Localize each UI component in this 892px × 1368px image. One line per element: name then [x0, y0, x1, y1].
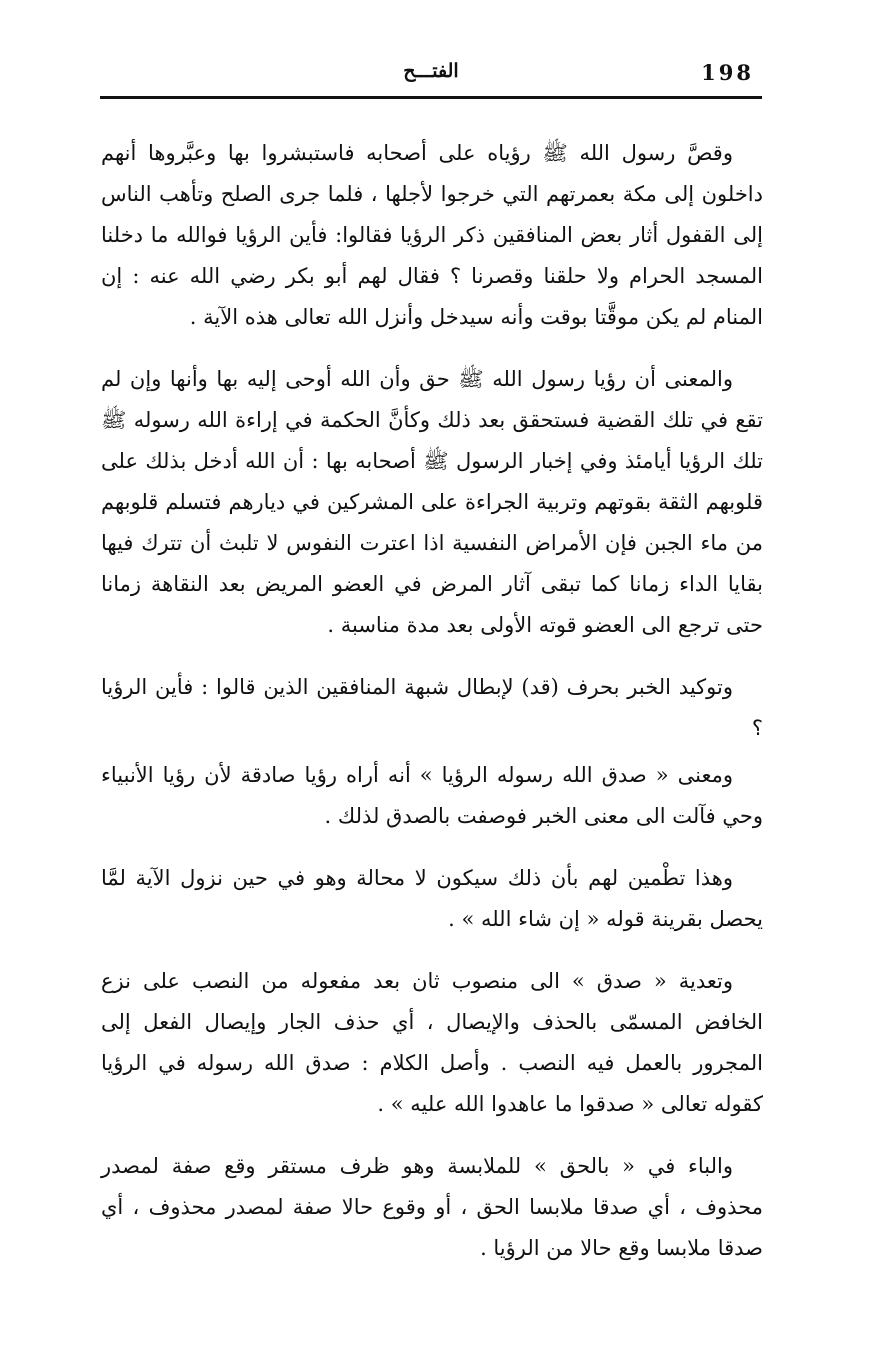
paragraph-2: والمعنى أن رؤيا رسول الله ﷺ حق وأن الله أوحى إليه بها وأنها وإن لم تقع في تلك القضية فستحقق بعد ذلك وكأنَّ الحكمة في إراءة الله رسوله ﷺ تلك الرؤيا أيامئذ وفي إخبار الرسول ﷺ أصحابه بها : أن الله أدخل بذلك على قلوبهم الثقة بقوتهم وتربية الجراءة على المشركين في ديارهم فتسلم قلوبهم من ماء الجبن فإن الأمراض النفسية اذا اعترت النفوس لا تلبث أن تترك فيها بقايا الداء زمانا كما تبقى آثار المرض في العضو المريض بعد النقاهة زمانا حتى ترجع الى العضو قوته الأولى بعد مدة مناسبة .	[101, 367, 763, 637]
paragraph-7: والباء في « بالحق » للملابسة وهو ظرف مستقر وقع صفة لمصدر محذوف ، أي صدقا ملابسا الحق ، أو وقوع حالا صفة لمصدر محذوف ، أي صدقا ملابسا وقع حالا من الرؤيا .	[101, 1154, 763, 1260]
running-title: الفتـــح	[403, 60, 459, 82]
paragraph-5: وهذا تطْمين لهم بأن ذلك سيكون لا محالة وهو في حين نزول الآية لمَّا يحصل بقرينة قوله « إن شاء الله » .	[101, 866, 763, 931]
page-number: 198	[701, 60, 754, 85]
body-text	[101, 133, 763, 1269]
paragraph-1: وقصَّ رسول الله ﷺ رؤياه على أصحابه فاستبشروا بها وعبَّروها أنهم داخلون إلى مكة بعمرتهم التي خرجوا لأجلها ، فلما جرى الصلح وتأهب الناس إلى القفول أثار بعض المنافقين ذكر الرؤيا فقالوا: فأين الرؤيا فوالله ما دخلنا المسجد الحرام ولا حلقنا وقصرنا ؟ فقال لهم أبو بكر رضي الله عنه : إن المنام لم يكن موقَّتا بوقت وأنه سيدخل وأنزل الله تعالى هذه الآية .	[101, 141, 763, 329]
header-rule	[100, 96, 762, 99]
paragraph-4: ومعنى « صدق الله رسوله الرؤيا » أنه أراه رؤيا صادقة لأن رؤيا الأنبياء وحي فآلت الى معنى الخبر فوصفت بالصدق لذلك .	[101, 763, 763, 828]
page-header	[100, 56, 762, 96]
paragraph-3: وتوكيد الخبر بحرف (قد) لإبطال شبهة المنافقين الذين قالوا : فأين الرؤيا ؟	[101, 675, 763, 740]
paragraph-6: وتعدية « صدق » الى منصوب ثان بعد مفعوله من النصب على نزع الخافض المسمّى بالحذف والإيصال ، أي حذف الجار وإيصال الفعل إلى المجرور بالعمل فيه النصب . وأصل الكلام : صدق الله رسوله في الرؤيا كقوله تعالى « صدقوا ما عاهدوا الله عليه » .	[101, 969, 763, 1116]
